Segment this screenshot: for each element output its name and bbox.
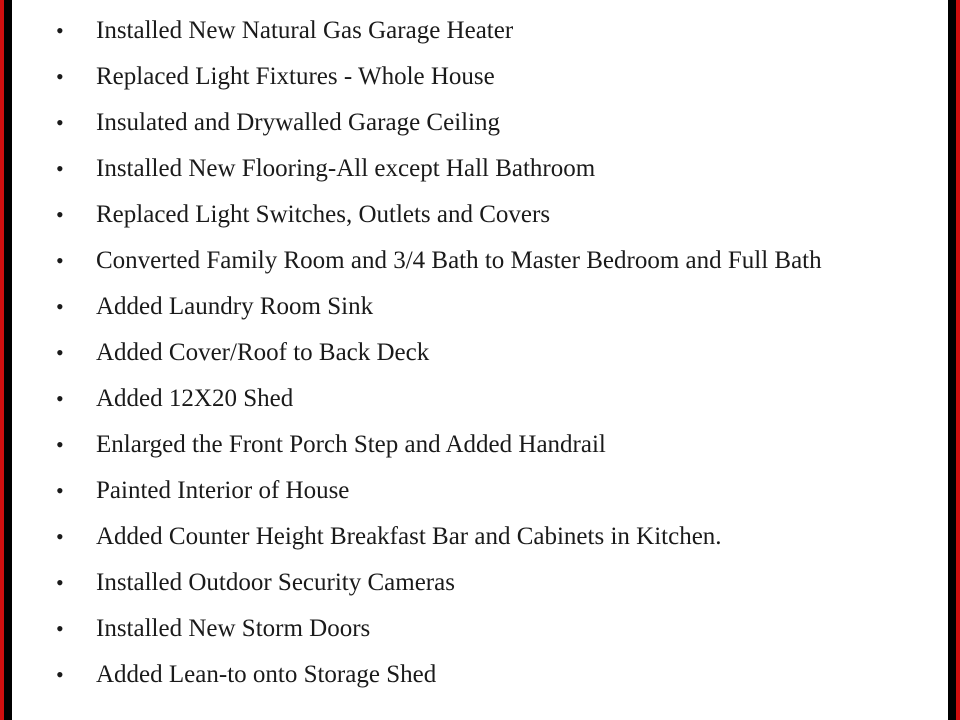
list-item: [0, 59, 960, 95]
list-item-text: Converted Family Room and 3/4 Bath to Master Bedroom and Full Bath: [96, 247, 822, 274]
list-item: [0, 611, 960, 647]
bullet-icon: •: [56, 386, 64, 411]
list-item: [0, 197, 960, 233]
list-item: [0, 427, 960, 463]
list-item-text: Added Cover/Roof to Back Deck: [96, 339, 430, 366]
bullet-icon: •: [56, 18, 64, 43]
list-item-text: Enlarged the Front Porch Step and Added Handrail: [96, 431, 606, 458]
bullet-icon: •: [56, 662, 64, 687]
list-item-text: Added Counter Height Breakfast Bar and Cabinets in Kitchen.: [96, 523, 722, 550]
list-item-text: Added Lean-to onto Storage Shed: [96, 661, 437, 688]
list-item-text: Insulated and Drywalled Garage Ceiling: [96, 109, 501, 136]
bullet-icon: •: [56, 202, 64, 227]
improvements-list: [0, 13, 960, 703]
list-item: [0, 657, 960, 693]
list-item-text: Added Laundry Room Sink: [96, 293, 374, 320]
list-item-text: Replaced Light Switches, Outlets and Covers: [96, 201, 551, 228]
list-item-text: Added 12X20 Shed: [96, 385, 294, 412]
list-item-text: Installed New Natural Gas Garage Heater: [96, 17, 514, 44]
list-item: [0, 243, 960, 279]
list-item: [0, 13, 960, 49]
bullet-icon: •: [56, 110, 64, 135]
list-item-text: Installed Outdoor Security Cameras: [96, 569, 455, 596]
list-item: [0, 565, 960, 601]
bullet-icon: •: [56, 478, 64, 503]
list-item: [0, 335, 960, 371]
bullet-icon: •: [56, 248, 64, 273]
list-item: [0, 519, 960, 555]
list-item-text: Installed New Storm Doors: [96, 615, 371, 642]
list-item-text: Replaced Light Fixtures - Whole House: [96, 63, 495, 90]
bullet-icon: •: [56, 616, 64, 641]
bullet-icon: •: [56, 340, 64, 365]
bullet-icon: •: [56, 64, 64, 89]
bullet-icon: •: [56, 524, 64, 549]
list-item: [0, 473, 960, 509]
list-item-text: Painted Interior of House: [96, 477, 350, 504]
bullet-icon: •: [56, 570, 64, 595]
list-item: [0, 151, 960, 187]
bullet-icon: •: [56, 156, 64, 181]
list-item: [0, 289, 960, 325]
bullet-icon: •: [56, 294, 64, 319]
bullet-icon: •: [56, 432, 64, 457]
list-item: [0, 105, 960, 141]
list-item: [0, 381, 960, 417]
list-item-text: Installed New Flooring-All except Hall Bathroom: [96, 155, 596, 182]
